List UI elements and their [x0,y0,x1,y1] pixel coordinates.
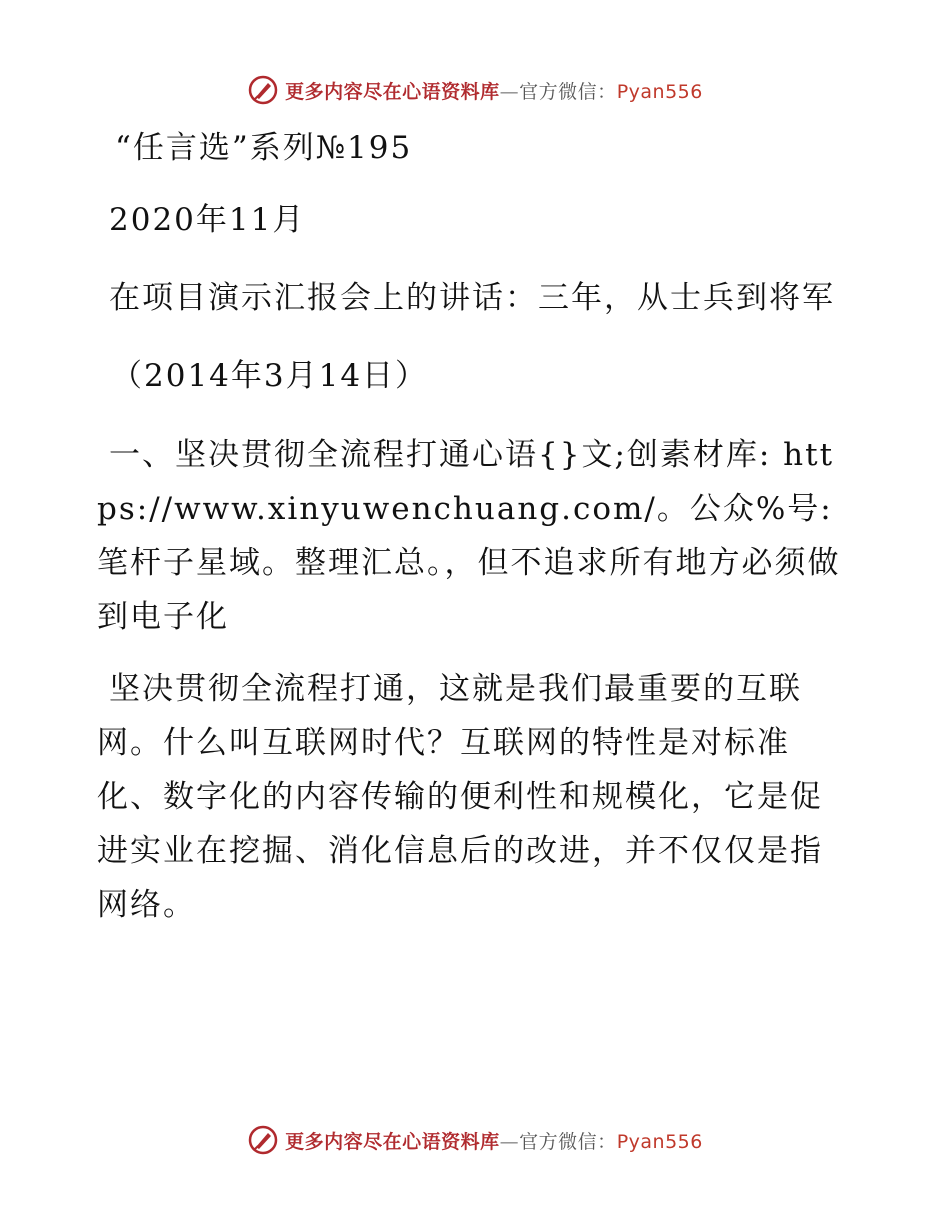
speech-title: 在项目演示汇报会上的讲话：三年，从士兵到将军 [109,280,835,316]
section-heading: 一、坚决贯彻全流程打通心语{}文;创素材库: https://www.xinyuwenchuang.com/。公众%号: 笔杆子星域。整理汇总。，但不追求所有地方必须做到电子化 [97,437,845,635]
watermark-main-text: 更多内容尽在心语资料库 [285,80,500,103]
watermark-wechat-id: Pyan556 [616,1130,703,1153]
watermark-text [285,1127,703,1154]
watermark-official-label: 官方微信： [519,80,617,103]
series-label: “任言选”系列№195 [115,130,413,166]
document-body [97,122,849,932]
watermark-dash: — [499,80,520,103]
watermark-banner-top [0,72,950,108]
watermark-dash: — [499,1130,520,1153]
quill-logo-icon [247,74,279,106]
body-paragraph: 坚决贯彻全流程打通，这就是我们最重要的互联网。什么叫互联网时代？互联网的特性是对标准化、数字化的内容传输的便利性和规模化，它是促进实业在挖掘、消化信息后的改进，并不仅仅是指网络。 [97,671,823,923]
speech-dateline: （2014年3月14日） [111,358,429,394]
document-date: 2020年11月 [109,202,306,238]
watermark-banner-bottom [0,1122,950,1158]
quill-logo-icon [247,1124,279,1156]
watermark-wechat-id: Pyan556 [616,80,703,103]
watermark-official-label: 官方微信： [519,1130,617,1153]
watermark-main-text: 更多内容尽在心语资料库 [285,1130,500,1153]
watermark-text [285,77,703,104]
